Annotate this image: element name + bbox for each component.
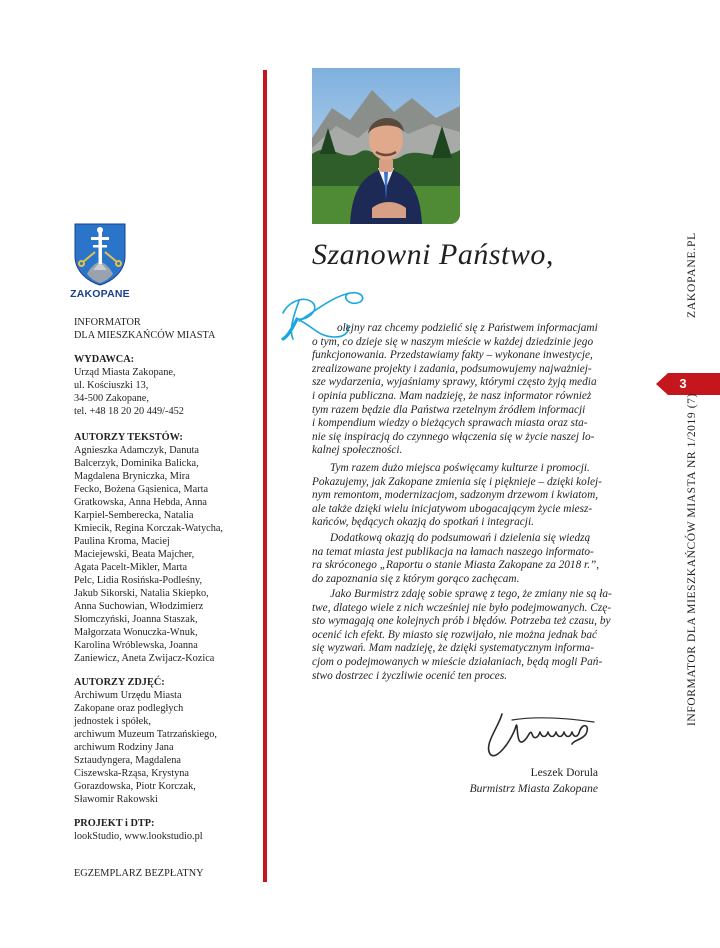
text-authors-line: Balcerzyk, Dominika Balicka,	[74, 458, 199, 469]
publisher-line: ul. Kościuszki 13,	[74, 380, 149, 391]
text-authors-line: Jakub Sikorski, Natalia Skiepko,	[74, 588, 209, 599]
letter-line: ra skróconego „Raportu o stanie Miasta Zakopane za 2018 r.”,	[312, 559, 600, 572]
letter-title: Szanowni Państwo,	[312, 238, 554, 271]
letter-line: sze wydarzenia, wyjaśniamy sprawy, którymi często żyją media	[312, 376, 597, 389]
photo-authors-heading: AUTORZY ZDJĘĆ:	[74, 677, 165, 688]
intro-block	[74, 316, 256, 342]
signer-role: Burmistrz Miasta Zakopane	[469, 783, 598, 795]
letter-line: Dodatkową okazją do podsumowań i dzielenia się wiedzą	[330, 532, 591, 544]
letter-paragraph-2	[312, 462, 632, 530]
text-authors-line: Kmiecik, Regina Korczak-Watycha,	[74, 523, 223, 534]
photo-authors-block	[74, 676, 256, 806]
letter-line: ale także dzięki wielu inicjatywom ubogacającym życie miesz-	[312, 502, 593, 515]
letter-line: i kompendium wiedzy o bieżących sprawach miasta oraz sta-	[312, 417, 588, 430]
photo-authors-line: jednostek i spółek,	[74, 716, 151, 727]
project-heading: PROJEKT i DTP:	[74, 818, 155, 829]
letter-line: się wyzwań. Mam nadzieję, że dzięki systematycznym informa-	[312, 642, 595, 655]
publisher-line: Urząd Miasta Zakopane,	[74, 367, 176, 378]
text-authors-line: Gratkowska, Anna Hebda, Anna	[74, 497, 207, 508]
photo-authors-line: Archiwum Urzędu Miasta	[74, 690, 182, 701]
website-label: ZAKOPANE.PL	[686, 231, 698, 318]
photo-authors-line: Sztaudyngera, Magdalena	[74, 755, 181, 766]
intro-line: INFORMATOR	[74, 317, 141, 328]
publication-label: INFORMATOR DLA MIESZKAŃCÓW MIASTA NR 1/2019 (7)	[686, 393, 698, 726]
letter-line: zrealizowane projekty i zadania, podsumowujemy najważniej-	[312, 362, 592, 375]
text-authors-line: Paulina Kroma, Maciej	[74, 536, 170, 547]
project-line: lookStudio, www.lookstudio.pl	[74, 831, 203, 842]
publisher-line: tel. +48 18 20 20 449/-452	[74, 406, 184, 417]
text-authors-line: Magdalena Bryniczka, Mira	[74, 471, 190, 482]
text-authors-line: Maciejewski, Beata Majcher,	[74, 549, 195, 560]
letter-line: ocenić ich efekt. By miasto się rozwijało, nie można jednak bać	[312, 628, 598, 641]
letter-line: funkcjonowania. Przedstawiamy fakty – wykonane inwestycje,	[312, 349, 593, 362]
letter-line: twe, dlatego wiele z nich wcześniej nie było podejmowanych. Czę-	[312, 601, 611, 614]
letter-line: olejny raz chcemy podzielić się z Państwem informacjami	[337, 322, 598, 334]
photo-authors-line: Zakopane oraz podległych	[74, 703, 184, 714]
letter-line: i opinia publiczna. Mam nadzieję, że nasz informator również	[312, 389, 592, 402]
letter-paragraph-1	[312, 322, 632, 458]
letter-line: nie się inspiracją do czynnego włączenia się w życie naszej lo-	[312, 430, 595, 443]
text-authors-line: Karpiel-Semberecka, Natalia	[74, 510, 194, 521]
letter-line: kalnej społeczności.	[312, 444, 403, 457]
publisher-block	[74, 353, 256, 418]
free-copy-note: EGZEMPLARZ BEZPŁATNY	[74, 868, 204, 879]
letter-line: Pokazujemy, jak Zakopane zmienia się i pięknieje – dzięki kolej-	[312, 475, 602, 488]
text-authors-line: Zaniewicz, Aneta Zwijacz-Kozica	[74, 653, 215, 664]
page-number: 3	[679, 376, 687, 391]
photo-authors-line: Ciszewska-Rząsa, Krystyna	[74, 768, 189, 779]
text-authors-line: Małgorzata Wonuczka-Wnuk,	[74, 627, 198, 638]
letter-line: o tym, co dzieje się w naszym mieście w każdej dziedzinie jego	[312, 335, 594, 348]
mayor-portrait-photo	[312, 68, 460, 224]
text-authors-line: Agata Pacelt-Mikler, Marta	[74, 562, 188, 573]
text-authors-line: Agnieszka Adamczyk, Danuta	[74, 445, 199, 456]
text-authors-line: Pelc, Lidia Rosińska-Podleśny,	[74, 575, 203, 586]
text-authors-line: Fecko, Bożena Gąsienica, Marta	[74, 484, 209, 495]
photo-authors-line: Sławomir Rakowski	[74, 794, 158, 805]
letter-paragraph-3	[312, 532, 632, 586]
letter-line: cjom o podejmowanych w mieście działaniach, będą mogli Pań-	[312, 655, 603, 668]
crest-caption: ZAKOPANE	[70, 288, 130, 300]
project-block	[74, 817, 256, 843]
letter-line: Tym razem dużo miejsca poświęcamy kulturze i promocji.	[330, 462, 590, 474]
letter-line: Jako Burmistrz zdaję sobie sprawę z tego, że zmiany nie są ła-	[330, 588, 612, 600]
signer-name: Leszek Dorula	[530, 767, 598, 779]
letter-line: nym remontom, modernizacjom, sadzonym drzewom i kwiatom,	[312, 489, 599, 502]
intro-line: DLA MIESZKAŃCÓW MIASTA	[74, 330, 216, 341]
photo-authors-line: archiwum Muzeum Tatrzańskiego,	[74, 729, 217, 740]
publisher-heading: WYDAWCA:	[74, 354, 135, 365]
text-authors-line: Karolina Wróblewska, Joanna	[74, 640, 198, 651]
publisher-line: 34-500 Zakopane,	[74, 393, 149, 404]
free-copy-block	[74, 867, 256, 880]
letter-line: stwo dostrzec i życzliwie ocenić ten proces.	[312, 669, 508, 682]
text-authors-line: Anna Suchowian, Włodzimierz	[74, 601, 204, 612]
letter-line: na temat miasta jest publikacja na łamach naszego informato-	[312, 545, 594, 558]
handwritten-signature	[476, 700, 606, 764]
zakopane-coat-of-arms-icon	[73, 222, 127, 286]
letter-line: kańców, będących okazją do spotkań i integracji.	[312, 516, 534, 529]
text-authors-heading: AUTORZY TEKSTÓW:	[74, 432, 183, 443]
letter-paragraph-4	[312, 588, 632, 683]
vertical-red-rule	[263, 70, 267, 882]
letter-line: tym razem będzie dla Państwa rzetelnym źródłem informacji	[312, 403, 586, 416]
text-authors-block	[74, 431, 256, 665]
photo-authors-line: Gorazdowska, Piotr Korczak,	[74, 781, 196, 792]
photo-authors-line: archiwum Rodziny Jana	[74, 742, 174, 753]
text-authors-line: Słomczyński, Joanna Staszak,	[74, 614, 198, 625]
letter-line: do zapoznania się z którym gorąco zachęcam.	[312, 572, 520, 585]
letter-line: sto wymagają one kolejnych prób i błędów. Potrzeba też czasu, by	[312, 615, 611, 628]
